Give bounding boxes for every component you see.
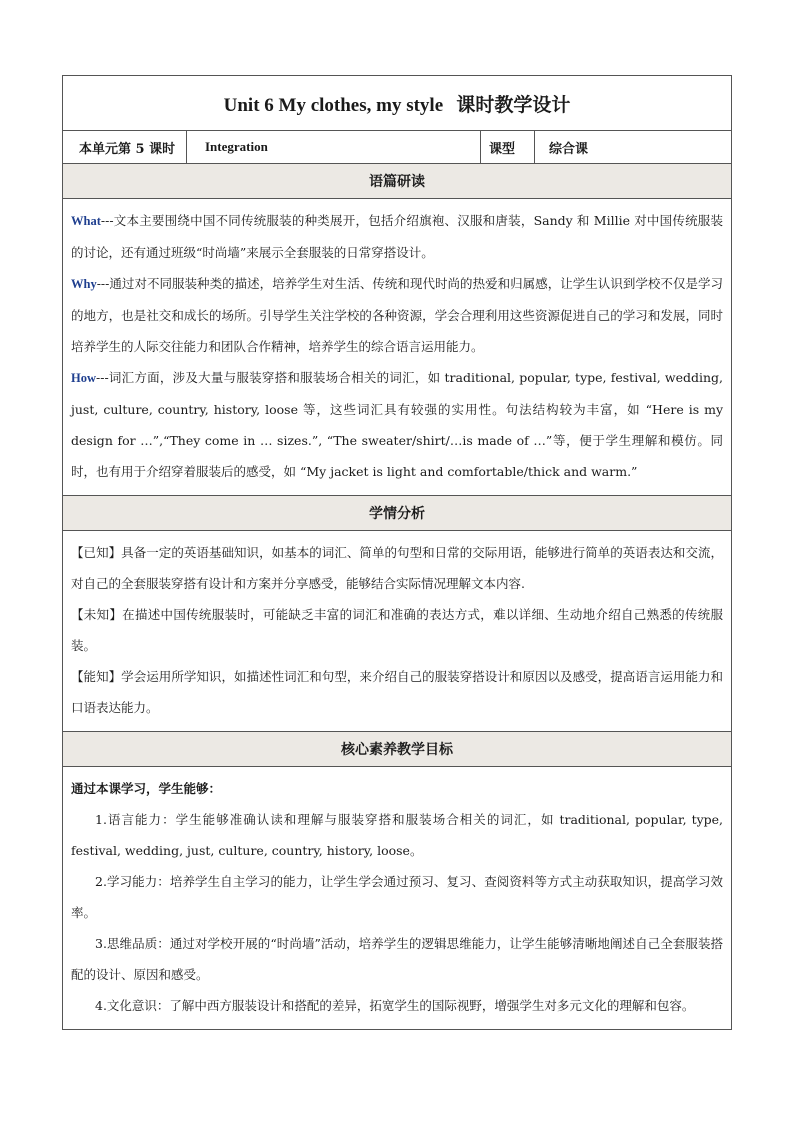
goals-content xyxy=(63,767,732,1030)
how-text: ---词汇方面，涉及大量与服装穿搭和服装场合相关的词汇，如 traditional, popular, type, festival, wedding, just, culture, country, history, loose 等，这些词汇具有较强的实用性。句法结构较为丰富，如 “Here is my design for …”,“They come in … sizes.”, “The sweater/shirt/…is made of …”等，便于学生理解和模仿。同时，也有用于介绍穿着服装后的感受，如 “My jacket is light and comfortable/thick and warm.” xyxy=(71,370,724,479)
able-paragraph: 【能知】学会运用所学知识，如描述性词汇和句型，来介绍自己的服装穿搭设计和原因以及感受，提高语言运用能力和口语表达能力。 xyxy=(71,669,724,715)
known-paragraph: 【已知】具备一定的英语基础知识，如基本的词汇、简单的句型和日常的交际用语，能够进行简单的英语表达和交流，对自己的全套服装穿搭有设计和方案并分享感受，能够结合实际情况理解文本内容. xyxy=(71,545,724,591)
section-heading-reading: 语篇研读 xyxy=(63,164,732,199)
goals-body-row xyxy=(63,767,732,1030)
lesson-type-value: 综合课 xyxy=(535,131,732,164)
lesson-topic: Integration xyxy=(187,131,481,164)
reading-heading-row xyxy=(63,164,732,199)
why-paragraph xyxy=(71,268,723,362)
lesson-number: 本单元第 5 课时 xyxy=(63,131,187,164)
analysis-content xyxy=(63,531,732,732)
analysis-body-row xyxy=(63,531,732,732)
goal-item: 1.语言能力：学生能够准确认读和理解与服装穿搭和服装场合相关的词汇，如 traditional, popular, type, festival, wedding, just, culture, country, history, loose。 xyxy=(71,812,724,858)
goal-item: 3.思维品质：通过对学校开展的“时尚墙”活动，培养学生的逻辑思维能力，让学生能够清晰地阐述自己全套服装搭配的设计、原因和感受。 xyxy=(71,936,724,982)
what-paragraph xyxy=(71,205,723,268)
unknown-paragraph: 【未知】在描述中国传统服装时，可能缺乏丰富的词汇和准确的表达方式，难以详细、生动地介绍自己熟悉的传统服装。 xyxy=(71,607,724,653)
how-paragraph xyxy=(71,362,723,487)
what-label: What xyxy=(71,214,101,228)
title-english: Unit 6 My clothes, my style xyxy=(223,94,444,116)
goals-heading-row xyxy=(63,732,732,767)
why-label: Why xyxy=(71,277,97,291)
lesson-type-label: 课型 xyxy=(481,131,535,164)
reading-content xyxy=(63,199,732,496)
goal-item: 2.学习能力：培养学生自主学习的能力，让学生学会通过预习、复习、查阅资料等方式主动获取知识，提高学习效率。 xyxy=(71,874,724,920)
why-text: ---通过对不同服装种类的描述，培养学生对生活、传统和现代时尚的热爱和归属感，让学生认识到学校不仅是学习的地方，也是社交和成长的场所。引导学生关注学校的各种资源，学会合理利用这些资源促进自己的学习和发展，同时培养学生的人际交往能力和团队合作精神，培养学生的综合语言运用能力。 xyxy=(71,276,724,354)
section-heading-analysis: 学情分析 xyxy=(63,496,732,531)
section-heading-goals: 核心素养教学目标 xyxy=(63,732,732,767)
what-text: ---文本主要围绕中国不同传统服装的种类展开，包括介绍旗袍、汉服和唐装，Sandy 和 Millie 对中国传统服装的讨论，还有通过班级“时尚墙”来展示全套服装的日常穿搭设计。 xyxy=(71,213,724,260)
lesson-plan-table xyxy=(62,75,732,1030)
how-label: How xyxy=(71,371,96,385)
meta-row xyxy=(63,131,732,164)
lesson-plan-document xyxy=(62,75,731,1030)
analysis-heading-row xyxy=(63,496,732,531)
page-title xyxy=(63,76,732,131)
goal-item: 4.文化意识：了解中西方服装设计和搭配的差异，拓宽学生的国际视野，增强学生对多元文化的理解和包容。 xyxy=(95,998,695,1013)
reading-body-row xyxy=(63,199,732,496)
title-row xyxy=(63,76,732,131)
goals-intro: 通过本课学习，学生能够： xyxy=(71,781,222,796)
title-chinese: 课时教学设计 xyxy=(456,93,571,116)
